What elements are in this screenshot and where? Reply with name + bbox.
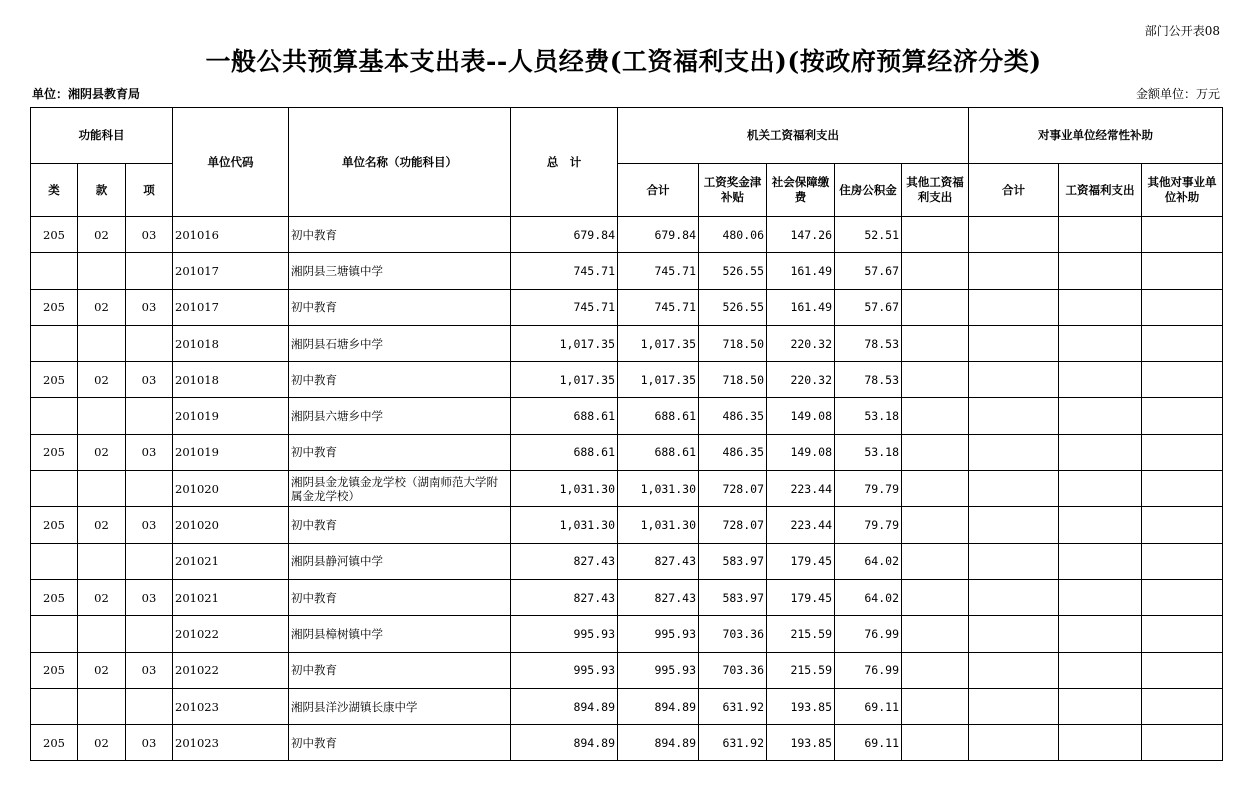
cell-sub-total: 745.71 (618, 289, 699, 325)
cell-other-wage (902, 543, 969, 579)
cell-unit-code: 201020 (173, 507, 289, 543)
cell-lei (31, 616, 78, 652)
cell-wage-bonus: 486.35 (699, 434, 767, 470)
cell-housing-fund: 78.53 (835, 325, 902, 361)
cell-subsidy-total (969, 398, 1059, 434)
cell-unit-code: 201023 (173, 725, 289, 761)
table-row (31, 217, 1223, 253)
cell-wage-welfare (1059, 325, 1142, 361)
cell-unit-code: 201020 (173, 471, 289, 507)
cell-subsidy-total (969, 471, 1059, 507)
cell-wage-welfare (1059, 652, 1142, 688)
cell-unit-code: 201017 (173, 289, 289, 325)
cell-kuan (78, 471, 126, 507)
cell-subsidy-total (969, 217, 1059, 253)
cell-sub-total: 1,031.30 (618, 471, 699, 507)
cell-sub-total: 995.93 (618, 616, 699, 652)
cell-xiang (126, 253, 173, 289)
cell-lei (31, 688, 78, 724)
cell-wage-bonus: 486.35 (699, 398, 767, 434)
cell-other-wage (902, 471, 969, 507)
cell-total: 995.93 (511, 652, 618, 688)
cell-xiang: 03 (126, 507, 173, 543)
cell-unit-code: 201017 (173, 253, 289, 289)
cell-subsidy-total (969, 688, 1059, 724)
cell-wage-bonus: 631.92 (699, 688, 767, 724)
cell-wage-bonus: 728.07 (699, 507, 767, 543)
cell-subsidy-total (969, 579, 1059, 615)
cell-social-security: 220.32 (767, 362, 835, 398)
cell-housing-fund: 76.99 (835, 616, 902, 652)
cell-other-wage (902, 652, 969, 688)
cell-unit-code: 201018 (173, 362, 289, 398)
cell-unit-code: 201021 (173, 579, 289, 615)
cell-social-security: 223.44 (767, 471, 835, 507)
cell-sub-total: 1,017.35 (618, 362, 699, 398)
cell-total: 679.84 (511, 217, 618, 253)
cell-lei: 205 (31, 725, 78, 761)
header-unit-code: 单位代码 (173, 108, 289, 217)
cell-other-subsidy (1142, 652, 1223, 688)
cell-unit-name: 湘阴县石塘乡中学 (289, 325, 511, 361)
header-kuan: 款 (78, 164, 126, 217)
cell-unit-name: 初中教育 (289, 434, 511, 470)
cell-unit-code: 201018 (173, 325, 289, 361)
cell-unit-code: 201022 (173, 652, 289, 688)
cell-kuan: 02 (78, 652, 126, 688)
cell-total: 1,017.35 (511, 325, 618, 361)
cell-lei (31, 543, 78, 579)
cell-xiang: 03 (126, 362, 173, 398)
cell-total: 1,031.30 (511, 507, 618, 543)
table-row (31, 253, 1223, 289)
cell-sub-total: 1,031.30 (618, 507, 699, 543)
cell-wage-welfare (1059, 434, 1142, 470)
header-org-wage: 机关工资福利支出 (618, 108, 969, 164)
cell-lei (31, 325, 78, 361)
cell-xiang: 03 (126, 289, 173, 325)
cell-sub-total: 679.84 (618, 217, 699, 253)
cell-other-subsidy (1142, 325, 1223, 361)
cell-subsidy-total (969, 507, 1059, 543)
cell-social-security: 215.59 (767, 652, 835, 688)
header-lei: 类 (31, 164, 78, 217)
cell-wage-bonus: 526.55 (699, 289, 767, 325)
cell-lei: 205 (31, 362, 78, 398)
table-body (31, 217, 1223, 761)
cell-other-wage (902, 362, 969, 398)
cell-housing-fund: 64.02 (835, 543, 902, 579)
cell-other-subsidy (1142, 616, 1223, 652)
cell-social-security: 147.26 (767, 217, 835, 253)
cell-unit-name: 初中教育 (289, 362, 511, 398)
cell-lei (31, 253, 78, 289)
cell-subsidy-total (969, 725, 1059, 761)
cell-unit-name: 初中教育 (289, 289, 511, 325)
cell-other-wage (902, 507, 969, 543)
cell-unit-name: 湘阴县六塘乡中学 (289, 398, 511, 434)
cell-wage-welfare (1059, 471, 1142, 507)
cell-housing-fund: 57.67 (835, 289, 902, 325)
cell-subsidy-total (969, 362, 1059, 398)
cell-xiang: 03 (126, 652, 173, 688)
cell-kuan: 02 (78, 217, 126, 253)
cell-kuan (78, 325, 126, 361)
cell-other-wage (902, 688, 969, 724)
cell-wage-bonus: 583.97 (699, 579, 767, 615)
cell-unit-code: 201023 (173, 688, 289, 724)
cell-xiang (126, 543, 173, 579)
cell-subsidy-total (969, 616, 1059, 652)
cell-wage-welfare (1059, 688, 1142, 724)
cell-social-security: 161.49 (767, 289, 835, 325)
cell-unit-name: 初中教育 (289, 579, 511, 615)
cell-other-subsidy (1142, 543, 1223, 579)
cell-lei: 205 (31, 507, 78, 543)
table-row (31, 325, 1223, 361)
header-other-wage: 其他工资福利支出 (902, 164, 969, 217)
cell-wage-bonus: 703.36 (699, 616, 767, 652)
header-func-subject: 功能科目 (31, 108, 173, 164)
cell-wage-bonus: 718.50 (699, 325, 767, 361)
table-row (31, 362, 1223, 398)
header-wage-bonus: 工资奖金津补贴 (699, 164, 767, 217)
table-row (31, 725, 1223, 761)
cell-subsidy-total (969, 652, 1059, 688)
cell-sub-total: 995.93 (618, 652, 699, 688)
cell-total: 827.43 (511, 579, 618, 615)
cell-kuan: 02 (78, 434, 126, 470)
cell-other-wage (902, 289, 969, 325)
cell-lei: 205 (31, 579, 78, 615)
cell-social-security: 161.49 (767, 253, 835, 289)
table-row (31, 434, 1223, 470)
cell-unit-name: 湘阴县樟树镇中学 (289, 616, 511, 652)
cell-lei: 205 (31, 652, 78, 688)
cell-housing-fund: 79.79 (835, 471, 902, 507)
cell-xiang (126, 325, 173, 361)
table-row (31, 471, 1223, 507)
cell-wage-welfare (1059, 507, 1142, 543)
cell-wage-bonus: 728.07 (699, 471, 767, 507)
cell-xiang (126, 688, 173, 724)
cell-unit-code: 201019 (173, 398, 289, 434)
cell-xiang: 03 (126, 434, 173, 470)
cell-unit-name: 初中教育 (289, 507, 511, 543)
cell-kuan (78, 253, 126, 289)
cell-wage-bonus: 703.36 (699, 652, 767, 688)
cell-sub-total: 1,017.35 (618, 325, 699, 361)
header-housing-fund: 住房公积金 (835, 164, 902, 217)
cell-other-subsidy (1142, 579, 1223, 615)
cell-xiang (126, 471, 173, 507)
cell-unit-name: 湘阴县洋沙湖镇长康中学 (289, 688, 511, 724)
cell-wage-bonus: 480.06 (699, 217, 767, 253)
cell-lei (31, 471, 78, 507)
cell-housing-fund: 69.11 (835, 725, 902, 761)
cell-social-security: 193.85 (767, 688, 835, 724)
cell-unit-name: 湘阴县三塘镇中学 (289, 253, 511, 289)
cell-subsidy-total (969, 325, 1059, 361)
cell-total: 688.61 (511, 434, 618, 470)
cell-other-subsidy (1142, 688, 1223, 724)
cell-unit-name: 初中教育 (289, 652, 511, 688)
table-row (31, 543, 1223, 579)
cell-unit-name: 初中教育 (289, 725, 511, 761)
table-row (31, 398, 1223, 434)
cell-other-subsidy (1142, 434, 1223, 470)
table-row (31, 688, 1223, 724)
cell-other-subsidy (1142, 253, 1223, 289)
cell-kuan (78, 688, 126, 724)
cell-unit-code: 201016 (173, 217, 289, 253)
cell-total: 1,031.30 (511, 471, 618, 507)
cell-other-wage (902, 616, 969, 652)
cell-other-subsidy (1142, 471, 1223, 507)
cell-housing-fund: 57.67 (835, 253, 902, 289)
header-unit-name: 单位名称（功能科目） (289, 108, 511, 217)
header-other-subsidy: 其他对事业单位补助 (1142, 164, 1223, 217)
cell-unit-name: 湘阴县金龙镇金龙学校（湖南师范大学附属金龙学校） (289, 471, 511, 507)
cell-kuan (78, 543, 126, 579)
cell-unit-name: 湘阴县静河镇中学 (289, 543, 511, 579)
cell-other-subsidy (1142, 362, 1223, 398)
header-sub-total: 合计 (618, 164, 699, 217)
cell-kuan: 02 (78, 579, 126, 615)
cell-social-security: 220.32 (767, 325, 835, 361)
cell-other-wage (902, 398, 969, 434)
cell-housing-fund: 69.11 (835, 688, 902, 724)
header-sub-total2: 合计 (969, 164, 1059, 217)
cell-wage-welfare (1059, 253, 1142, 289)
cell-total: 894.89 (511, 688, 618, 724)
table-row (31, 579, 1223, 615)
cell-social-security: 193.85 (767, 725, 835, 761)
cell-kuan: 02 (78, 507, 126, 543)
table-row (31, 616, 1223, 652)
cell-lei: 205 (31, 289, 78, 325)
header-wage-welfare: 工资福利支出 (1059, 164, 1142, 217)
cell-wage-bonus: 631.92 (699, 725, 767, 761)
cell-other-wage (902, 217, 969, 253)
cell-sub-total: 894.89 (618, 688, 699, 724)
cell-other-wage (902, 579, 969, 615)
cell-wage-welfare (1059, 362, 1142, 398)
table-row (31, 507, 1223, 543)
table-row (31, 652, 1223, 688)
cell-other-wage (902, 434, 969, 470)
cell-sub-total: 745.71 (618, 253, 699, 289)
cell-other-wage (902, 253, 969, 289)
cell-wage-welfare (1059, 217, 1142, 253)
cell-wage-welfare (1059, 725, 1142, 761)
cell-xiang (126, 616, 173, 652)
unit-label: 单位：湘阴县教育局 (32, 87, 141, 101)
cell-other-subsidy (1142, 398, 1223, 434)
cell-xiang: 03 (126, 579, 173, 615)
cell-housing-fund: 52.51 (835, 217, 902, 253)
cell-subsidy-total (969, 253, 1059, 289)
cell-unit-name: 初中教育 (289, 217, 511, 253)
cell-lei: 205 (31, 434, 78, 470)
cell-total: 745.71 (511, 289, 618, 325)
cell-other-subsidy (1142, 289, 1223, 325)
cell-wage-welfare (1059, 579, 1142, 615)
cell-xiang: 03 (126, 217, 173, 253)
cell-kuan: 02 (78, 362, 126, 398)
header-social-security: 社会保障缴费 (767, 164, 835, 217)
cell-wage-bonus: 526.55 (699, 253, 767, 289)
cell-other-subsidy (1142, 725, 1223, 761)
cell-social-security: 215.59 (767, 616, 835, 652)
cell-lei: 205 (31, 217, 78, 253)
table-row (31, 289, 1223, 325)
cell-social-security: 179.45 (767, 543, 835, 579)
cell-subsidy-total (969, 289, 1059, 325)
cell-housing-fund: 53.18 (835, 398, 902, 434)
cell-lei (31, 398, 78, 434)
cell-kuan: 02 (78, 289, 126, 325)
header-subsidy: 对事业单位经常性补助 (969, 108, 1223, 164)
cell-other-wage (902, 725, 969, 761)
budget-table (30, 107, 1223, 761)
cell-wage-bonus: 583.97 (699, 543, 767, 579)
cell-total: 995.93 (511, 616, 618, 652)
cell-xiang: 03 (126, 725, 173, 761)
cell-housing-fund: 78.53 (835, 362, 902, 398)
header-total: 总 计 (511, 108, 618, 217)
cell-kuan: 02 (78, 725, 126, 761)
cell-housing-fund: 79.79 (835, 507, 902, 543)
cell-social-security: 223.44 (767, 507, 835, 543)
cell-other-wage (902, 325, 969, 361)
cell-housing-fund: 64.02 (835, 579, 902, 615)
header-row-1 (31, 108, 1223, 164)
cell-total: 1,017.35 (511, 362, 618, 398)
cell-sub-total: 827.43 (618, 543, 699, 579)
cell-total: 745.71 (511, 253, 618, 289)
cell-sub-total: 894.89 (618, 725, 699, 761)
cell-total: 688.61 (511, 398, 618, 434)
cell-sub-total: 688.61 (618, 398, 699, 434)
cell-social-security: 179.45 (767, 579, 835, 615)
cell-sub-total: 688.61 (618, 434, 699, 470)
cell-sub-total: 827.43 (618, 579, 699, 615)
cell-wage-welfare (1059, 289, 1142, 325)
cell-kuan (78, 616, 126, 652)
cell-unit-code: 201022 (173, 616, 289, 652)
cell-other-subsidy (1142, 217, 1223, 253)
cell-housing-fund: 53.18 (835, 434, 902, 470)
cell-total: 827.43 (511, 543, 618, 579)
cell-xiang (126, 398, 173, 434)
page-title: 一般公共预算基本支出表--人员经费(工资福利支出)(按政府预算经济分类) (205, 47, 1042, 76)
cell-subsidy-total (969, 434, 1059, 470)
form-number: 部门公开表08 (1144, 24, 1220, 38)
cell-wage-welfare (1059, 616, 1142, 652)
cell-other-subsidy (1142, 507, 1223, 543)
cell-housing-fund: 76.99 (835, 652, 902, 688)
cell-unit-code: 201019 (173, 434, 289, 470)
cell-social-security: 149.08 (767, 434, 835, 470)
cell-total: 894.89 (511, 725, 618, 761)
cell-wage-welfare (1059, 398, 1142, 434)
cell-subsidy-total (969, 543, 1059, 579)
cell-kuan (78, 398, 126, 434)
cell-wage-bonus: 718.50 (699, 362, 767, 398)
cell-social-security: 149.08 (767, 398, 835, 434)
amount-unit-label: 金额单位：万元 (1135, 87, 1220, 101)
cell-wage-welfare (1059, 543, 1142, 579)
cell-unit-code: 201021 (173, 543, 289, 579)
header-xiang: 项 (126, 164, 173, 217)
